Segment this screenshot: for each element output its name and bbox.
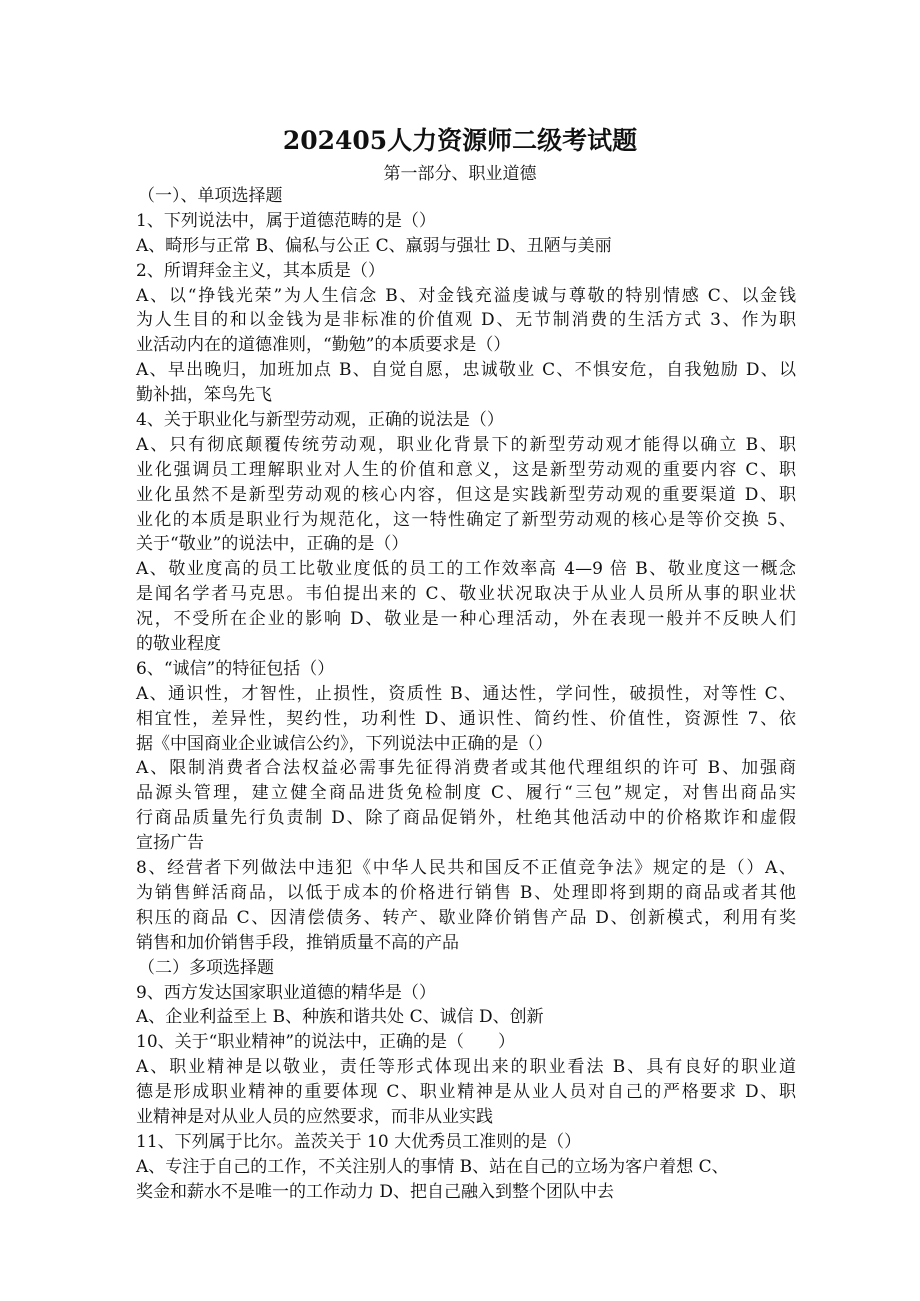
q10-options-2: 德是形成职业精神的重要体现 C、职业精神是从业人员对自己的严格要求 D、职	[136, 1082, 796, 1103]
q6-options-1: A、通识性，才智性，止损性，资质性 B、通达性，学问性，破损性，对等性 C、	[136, 683, 796, 704]
q6-options-2: 相宜性，差异性，契约性，功利性 D、通识性、简约性、价值性，资源性 7、依	[136, 708, 796, 729]
q4-options-3: 业化虽然不是新型劳动观的核心内容，但这是实践新型劳动观的重要渠道 D、职	[136, 484, 796, 505]
q4-stem: 4、关于职业化与新型劳动观，正确的说法是（）	[136, 410, 504, 431]
q4-options-1: A、只有彻底颠覆传统劳动观，职业化背景下的新型劳动观才能得以确立 B、职	[136, 434, 796, 455]
question-body	[136, 184, 796, 1205]
q10-options-3: 业精神是对从业人员的应然要求，而非从业实践	[136, 1106, 493, 1127]
q7-options-1: A、限制消费者合法权益必需事先征得消费者或其他代理组织的许可 B、加强商	[136, 758, 796, 779]
q3-stem: 业活动内在的道德准则，“勤勉”的本质要求是（）	[136, 335, 511, 356]
q5-options-3: 况，不受所在企业的影响 D、敬业是一种心理活动，外在表现一般并不反映人们	[136, 609, 796, 630]
q11-stem: 11、下列属于比尔。盖茨关于 10 大优秀员工准则的是（）	[136, 1131, 582, 1152]
q5-options-1: A、敬业度高的员工比敬业度低的员工的工作效率高 4—9 倍 B、敬业度这一概念	[136, 559, 796, 580]
q1-stem: 1、下列说法中，属于道德范畴的是（）	[136, 210, 436, 231]
q1-options: A、畸形与正常 B、偏私与公正 C、羸弱与强壮 D、丑陋与美丽	[136, 235, 612, 256]
q11-options-1: A、专注于自己的工作，不关注别人的事情 B、站在自己的立场为客户着想 C、	[136, 1156, 729, 1177]
q11-options-2: 奖金和薪水不是唯一的工作动力 D、把自己融入到整个团队中去	[136, 1181, 615, 1202]
q8-options-3: 销售和加价销售手段，推销质量不高的产品	[136, 932, 459, 953]
part-title: 第一部分、职业道德	[383, 164, 537, 184]
q9-stem: 9、西方发达国家职业道德的精华是（）	[136, 982, 436, 1003]
q8-stem-1: 8、经营者下列做法中违犯《中华人民共和国反不正值竞争法》规定的是（）A、	[136, 858, 796, 879]
q5-options-4: 的敬业程度	[136, 634, 221, 655]
section-1-heading: （一）、单项选择题	[138, 186, 283, 206]
q7-options-3: 行商品质量先行负责制 D、除了商品促销外，杜绝其他活动中的价格欺诈和虚假	[136, 808, 796, 829]
q4-options-2: 业化强调员工理解职业对人生的价值和意义，这是新型劳动观的重要内容 C、职	[136, 459, 796, 480]
q8-options-1: 为销售鲜活商品，以低于成本的价格进行销售 B、处理即将到期的商品或者其他	[136, 882, 796, 903]
q3-options-2: 勤补拙，笨鸟先飞	[136, 385, 272, 406]
q2-options-2: 为人生目的和以金钱为是非标准的价值观 D、无节制消费的生活方式 3、作为职	[136, 310, 796, 331]
q8-options-2: 积压的商品 C、因清偿债务、转产、歇业降价销售产品 D、创新模式，利用有奖	[136, 907, 796, 928]
q10-options-1: A、职业精神是以敬业，责任等形式体现出来的职业看法 B、具有良好的职业道	[136, 1057, 796, 1078]
q2-options-1: A、以“挣钱光荣”为人生信念 B、对金钱充溢虔诚与尊敬的特别情感 C、以金钱	[136, 285, 796, 306]
q5-options-2: 是闻名学者马克思。韦伯提出来的 C、敬业状况取决于从业人员所从事的职业状	[136, 584, 796, 605]
q9-options: A、企业利益至上 B、种族和谐共处 C、诚信 D、创新	[136, 1007, 544, 1028]
section-2-heading: （二）多项选择题	[138, 957, 274, 978]
q4-options-4: 业化的本质是职业行为规范化，这一特性确定了新型劳动观的核心是等价交换 5、	[136, 509, 796, 530]
q5-stem: 关于“敬业”的说法中，正确的是（）	[136, 534, 409, 555]
q2-stem: 2、所谓拜金主义，其本质是（）	[136, 260, 385, 281]
q7-options-2: 品源头管理，建立健全商品进货免检制度 C、履行“三包”规定，对售出商品实	[136, 783, 796, 804]
document-title: 202405人力资源师二级考试题	[282, 126, 638, 155]
q7-options-4: 宣扬广告	[136, 833, 204, 854]
q3-options-1: A、早出晚归，加班加点 B、自觉自愿，忠诚敬业 C、不惧安危，自我勉励 D、以	[136, 360, 796, 381]
q10-stem: 10、关于“职业精神”的说法中，正确的是（ ）	[136, 1032, 516, 1053]
q6-stem: 6、“诚信”的特征包括（）	[136, 658, 335, 679]
q7-stem: 据《中国商业企业诚信公约》，下列说法中正确的是（）	[136, 733, 553, 754]
